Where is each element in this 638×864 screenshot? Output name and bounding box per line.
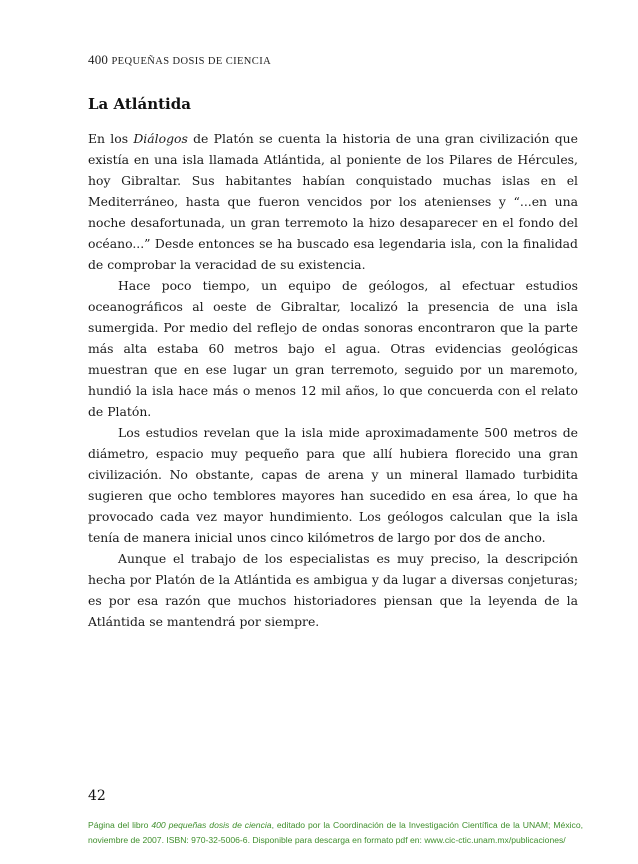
footer-part-1: Página del libro <box>88 820 152 830</box>
paragraph-1 <box>88 128 578 275</box>
running-header <box>88 52 271 68</box>
paragraph-2: Hace poco tiempo, un equipo de geólogos, al efectuar estudios oceanográficos al oeste de Gibraltar, localizó la presencia de una isla sumergida. Por medio del reflejo de ondas sonoras encontraron que la parte más alta estaba 60 metros bajo el agua. Otras evidencias geológicas muestran que en ese lugar un gran terremoto, seguido por un maremoto, hundió la isla hace más o menos 12 mil años, lo que concuerda con el relato de Platón. <box>88 278 578 419</box>
dialogos-emphasis: Diálogos <box>133 131 188 146</box>
footer-part-2: , editado por la Coordinación de la Investigación Científica de la UNAM; México, noviembre de 2007. ISBN: 970-32-5006-6. Disponible para descarga en formato pdf en: www.cic-ctic.unam.mx/publicaciones/ <box>88 820 584 845</box>
page-number: 42 <box>88 788 106 804</box>
paragraph-1-rest: de Platón se cuenta la historia de una gran civilización que existía en una isla llamada Atlántida, al poniente de los Pilares de Hércules, hoy Gibraltar. Sus habitantes habían conquistado muchas islas en el Mediterráneo, hasta que fueron vencidos por los atenienses y “...en una noche desafortunada, un gran terremoto la hizo desaparecer en el fondo del océano...” Desde entonces se ha buscado esa legendaria isla, con la finalidad de comprobar la veracidad de su existencia. <box>88 131 578 272</box>
header-page-number: 400 <box>88 52 109 67</box>
footer-note <box>88 818 583 848</box>
footer-book-title: 400 pequeñas dosis de ciencia <box>151 820 272 830</box>
paragraph-1-lead: En los <box>88 131 134 146</box>
article-body <box>88 128 578 632</box>
paragraph-4: Aunque el trabajo de los especialistas es muy preciso, la descripción hecha por Platón de la Atlántida es ambigua y da lugar a diversas conjeturas; es por esa razón que muchos historiadores piensan que la leyenda de la Atlántida se mantendrá por siempre. <box>88 551 578 629</box>
paragraph-3: Los estudios revelan que la isla mide aproximadamente 500 metros de diámetro, espacio muy pequeño para que allí hubiera florecido una gran civilización. No obstante, capas de arena y un mineral llamado turbidita sugieren que ocho temblores mayores han sucedido en esa área, lo que ha provocado cada vez mayor hundimiento. Los geólogos calculan que la isla tenía de manera inicial unos cinco kilómetros de largo por dos de ancho. <box>88 425 578 545</box>
article-title: La Atlántida <box>88 95 191 113</box>
header-book-title: PEQUEÑAS DOSIS DE CIENCIA <box>111 56 272 67</box>
